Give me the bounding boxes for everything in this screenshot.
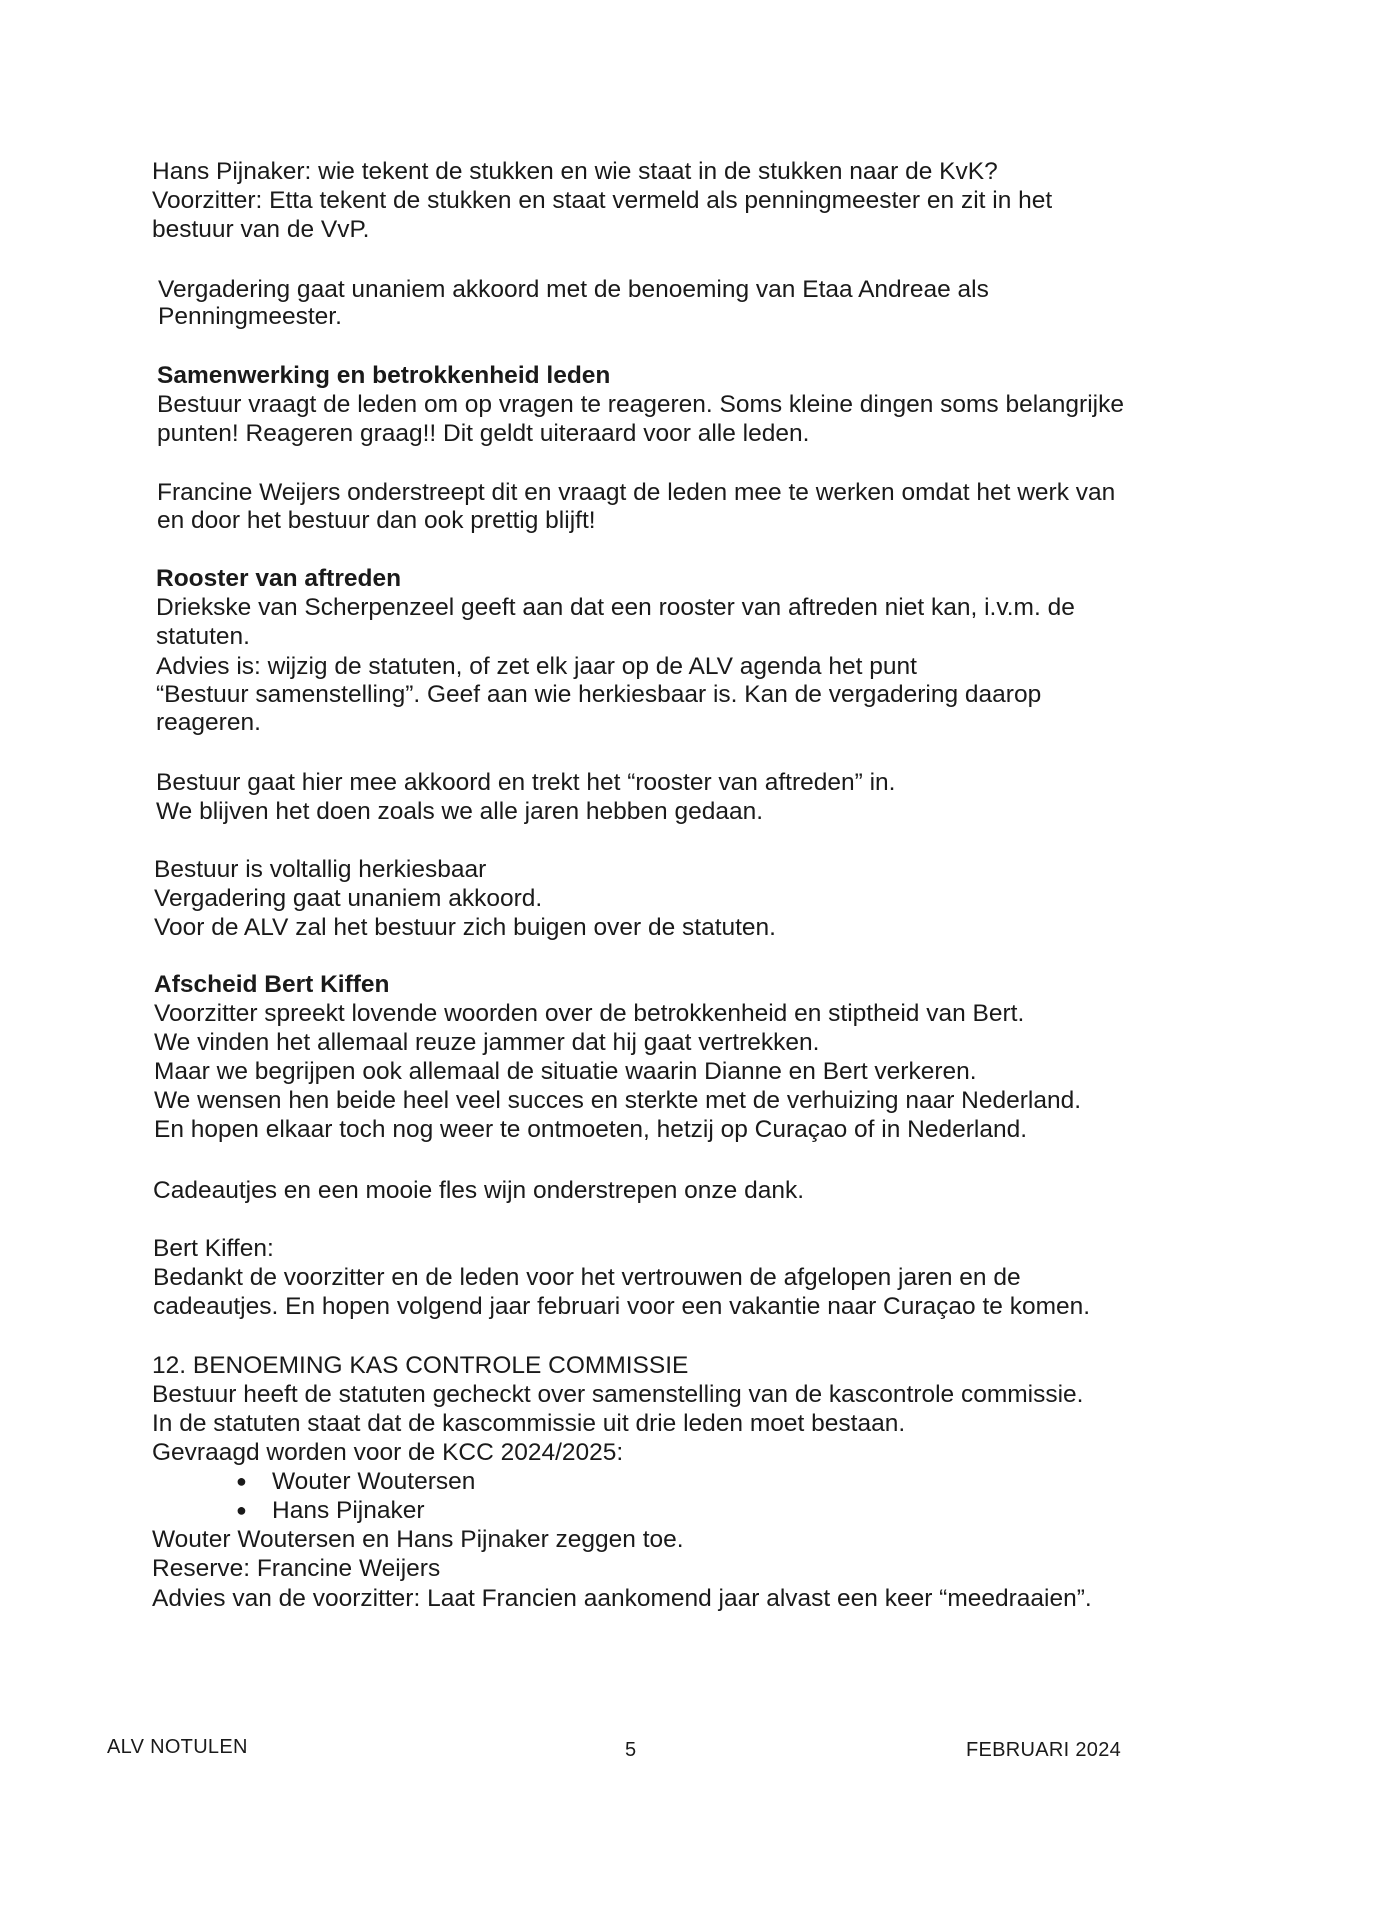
bullet-icon: ● <box>236 1471 247 1491</box>
paragraph-line: En hopen elkaar toch nog weer te ontmoeten, hetzij op Curaçao of in Nederland. <box>154 1116 1028 1143</box>
paragraph-line: In de statuten staat dat de kascommissie uit drie leden moet bestaan. <box>152 1410 906 1437</box>
list-item: Hans Pijnaker <box>272 1497 425 1524</box>
paragraph-line: bestuur van de VvP. <box>152 216 370 243</box>
paragraph-line: Francine Weijers onderstreept dit en vraagt de leden mee te werken omdat het werk van <box>157 479 1116 506</box>
paragraph-line: Voor de ALV zal het bestuur zich buigen over de statuten. <box>154 914 776 941</box>
paragraph-line: Advies van de voorzitter: Laat Francien aankomend jaar alvast een keer “meedraaien”. <box>152 1585 1092 1612</box>
paragraph-line: Reserve: Francine Weijers <box>152 1555 441 1582</box>
paragraph-line: We blijven het doen zoals we alle jaren hebben gedaan. <box>156 798 764 825</box>
paragraph-line: Vergadering gaat unaniem akkoord. <box>154 885 543 912</box>
paragraph-line: Bert Kiffen: <box>153 1235 274 1262</box>
paragraph-line: Bestuur vraagt de leden om op vragen te reageren. Soms kleine dingen soms belangrijke <box>157 391 1124 418</box>
paragraph-line: Driekske van Scherpenzeel geeft aan dat een rooster van aftreden niet kan, i.v.m. de <box>156 594 1075 621</box>
paragraph-line: Hans Pijnaker: wie tekent de stukken en wie staat in de stukken naar de KvK? <box>152 158 998 185</box>
paragraph-line: punten! Reageren graag!! Dit geldt uiteraard voor alle leden. <box>157 420 810 447</box>
footer-left: ALV NOTULEN <box>107 1736 248 1758</box>
paragraph-line: Advies is: wijzig de statuten, of zet elk jaar op de ALV agenda het punt <box>156 653 917 680</box>
paragraph-line: Maar we begrijpen ook allemaal de situatie waarin Dianne en Bert verkeren. <box>154 1058 977 1085</box>
paragraph-line: Gevraagd worden voor de KCC 2024/2025: <box>152 1439 624 1466</box>
section-heading: 12. BENOEMING KAS CONTROLE COMMISSIE <box>152 1352 689 1379</box>
paragraph-line: reageren. <box>156 709 261 736</box>
paragraph-line: Penningmeester. <box>158 303 342 330</box>
section-heading: Afscheid Bert Kiffen <box>154 971 390 998</box>
paragraph-line: Bestuur heeft de statuten gecheckt over samenstelling van de kascontrole commissie. <box>152 1381 1084 1408</box>
paragraph-line: “Bestuur samenstelling”. Geef aan wie herkiesbaar is. Kan de vergadering daarop <box>156 681 1042 708</box>
section-heading: Rooster van aftreden <box>156 565 402 592</box>
paragraph-line: cadeautjes. En hopen volgend jaar februari voor een vakantie naar Curaçao te komen. <box>153 1293 1091 1320</box>
paragraph-line: We wensen hen beide heel veel succes en sterkte met de verhuizing naar Nederland. <box>154 1087 1082 1114</box>
paragraph-line: Vergadering gaat unaniem akkoord met de benoeming van Etaa Andreae als <box>158 276 989 303</box>
paragraph-line: Bestuur gaat hier mee akkoord en trekt het “rooster van aftreden” in. <box>156 769 896 796</box>
bullet-icon: ● <box>236 1500 247 1520</box>
page-number: 5 <box>625 1739 637 1761</box>
paragraph-line: statuten. <box>156 623 250 650</box>
list-item: Wouter Woutersen <box>272 1468 476 1495</box>
paragraph-line: Wouter Woutersen en Hans Pijnaker zeggen toe. <box>152 1526 684 1553</box>
section-heading: Samenwerking en betrokkenheid leden <box>157 362 611 389</box>
paragraph-line: We vinden het allemaal reuze jammer dat hij gaat vertrekken. <box>154 1029 820 1056</box>
paragraph-line: Voorzitter spreekt lovende woorden over de betrokkenheid en stiptheid van Bert. <box>154 1000 1025 1027</box>
paragraph-line: Cadeautjes en een mooie fles wijn onderstrepen onze dank. <box>153 1177 805 1204</box>
paragraph-line: Bestuur is voltallig herkiesbaar <box>154 856 487 883</box>
paragraph-line: Bedankt de voorzitter en de leden voor het vertrouwen de afgelopen jaren en de <box>153 1264 1021 1291</box>
paragraph-line: Voorzitter: Etta tekent de stukken en staat vermeld als penningmeester en zit in het <box>152 187 1053 214</box>
paragraph-line: en door het bestuur dan ook prettig blijft! <box>157 507 596 534</box>
footer-right: FEBRUARI 2024 <box>966 1739 1122 1761</box>
